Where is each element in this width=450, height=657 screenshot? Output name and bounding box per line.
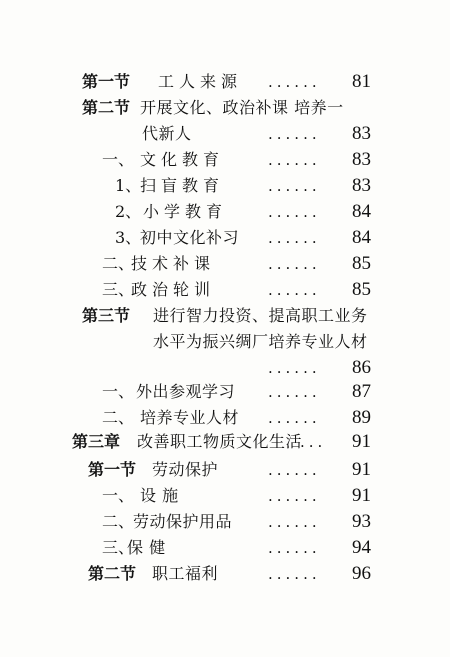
- toc-entry-title: 改善职工物质文化生活: [137, 432, 303, 451]
- toc-page-number: 83: [352, 175, 371, 196]
- toc-page-number: 91: [352, 431, 371, 452]
- toc-entry-title: 政治轮训: [131, 280, 216, 299]
- toc-page-number: 91: [352, 485, 371, 506]
- toc-page-number: 84: [352, 201, 371, 222]
- toc-entry-title: 劳动保护: [152, 460, 219, 479]
- toc-entry-label: 第三节: [82, 306, 131, 325]
- toc-entry-label: 第一节: [82, 72, 131, 91]
- toc-leader-dots: ......: [268, 73, 321, 91]
- toc-leader-dots: ......: [268, 539, 321, 557]
- toc-page-number: 85: [352, 253, 371, 274]
- toc-leader-dots: ......: [268, 125, 321, 143]
- toc-entry-label: 第二节: [88, 564, 137, 583]
- toc-entry-title: 设 施: [140, 486, 179, 505]
- toc-entry-title: 水平为振兴绸厂培养专业人材: [153, 332, 368, 351]
- toc-leader-dots: ......: [268, 229, 321, 247]
- toc-leader-dots: ...: [300, 433, 327, 451]
- toc-entry-title: 小学教育: [143, 202, 228, 221]
- toc-entry-label: 二、: [102, 408, 135, 427]
- toc-leader-dots: ......: [268, 177, 321, 195]
- toc-leader-dots: ......: [268, 151, 321, 169]
- toc-page-number: 91: [352, 459, 371, 480]
- toc-entry-label: 一、: [102, 382, 135, 401]
- toc-entry-title: 代新人: [142, 124, 192, 143]
- toc-leader-dots: ......: [268, 383, 321, 401]
- toc-entry-label: 第三章: [72, 432, 121, 451]
- toc-page-number: 84: [352, 227, 371, 248]
- toc-entry-title: 外出参观学习: [136, 382, 236, 401]
- toc-page-number: 87: [352, 381, 371, 402]
- toc-page-number: 83: [352, 123, 371, 144]
- toc-page-number: 93: [352, 511, 371, 532]
- toc-entry-label: 第一节: [88, 460, 137, 479]
- toc-entry-title: 工人来源: [158, 72, 243, 91]
- toc-entry-label: 第二节: [82, 98, 131, 117]
- toc-entry-label: 一、: [102, 150, 135, 169]
- toc-leader-dots: ......: [268, 359, 321, 377]
- toc-entry-label: 3、: [115, 228, 142, 247]
- toc-entry-title: 开展文化、政治补课 培养一: [140, 98, 344, 117]
- toc-page-number: 81: [352, 71, 371, 92]
- toc-page-number: 96: [352, 563, 371, 584]
- toc-entry-title: 文化教育: [140, 150, 225, 169]
- toc-page-number: 85: [352, 279, 371, 300]
- toc-page-number: 89: [352, 407, 371, 428]
- toc-entry-label: 二、: [102, 254, 135, 273]
- toc-entry-label: 一、: [102, 486, 135, 505]
- toc-leader-dots: ......: [268, 461, 321, 479]
- toc-entry-label: 三、: [102, 538, 135, 557]
- toc-entry-title: 劳动保护用品: [133, 512, 233, 531]
- toc-entry-title: 技术补课: [131, 254, 216, 273]
- toc-entry-label: 2、: [115, 202, 142, 221]
- toc-leader-dots: ......: [268, 203, 321, 221]
- toc-page-number: 86: [352, 357, 371, 378]
- toc-entry-title: 初中文化补习: [140, 228, 240, 247]
- toc-entry-title: 培养专业人材: [140, 408, 240, 427]
- toc-leader-dots: ......: [268, 487, 321, 505]
- toc-leader-dots: ......: [268, 255, 321, 273]
- toc-page-number: 94: [352, 537, 371, 558]
- toc-entry-title: 职工福利: [152, 564, 219, 583]
- toc-leader-dots: ......: [268, 513, 321, 531]
- toc-entry-label: 三、: [102, 280, 135, 299]
- toc-entry-label: 二、: [102, 512, 135, 531]
- toc-leader-dots: ......: [268, 281, 321, 299]
- toc-page-number: 83: [352, 149, 371, 170]
- toc-entry-title: 保 健: [127, 538, 166, 557]
- toc-leader-dots: ......: [268, 565, 321, 583]
- toc-entry-label: 1、: [115, 176, 142, 195]
- toc-entry-title: 进行智力投资、提高职工业务: [153, 306, 368, 325]
- toc-leader-dots: ......: [268, 409, 321, 427]
- toc-entry-title: 扫盲教育: [140, 176, 225, 195]
